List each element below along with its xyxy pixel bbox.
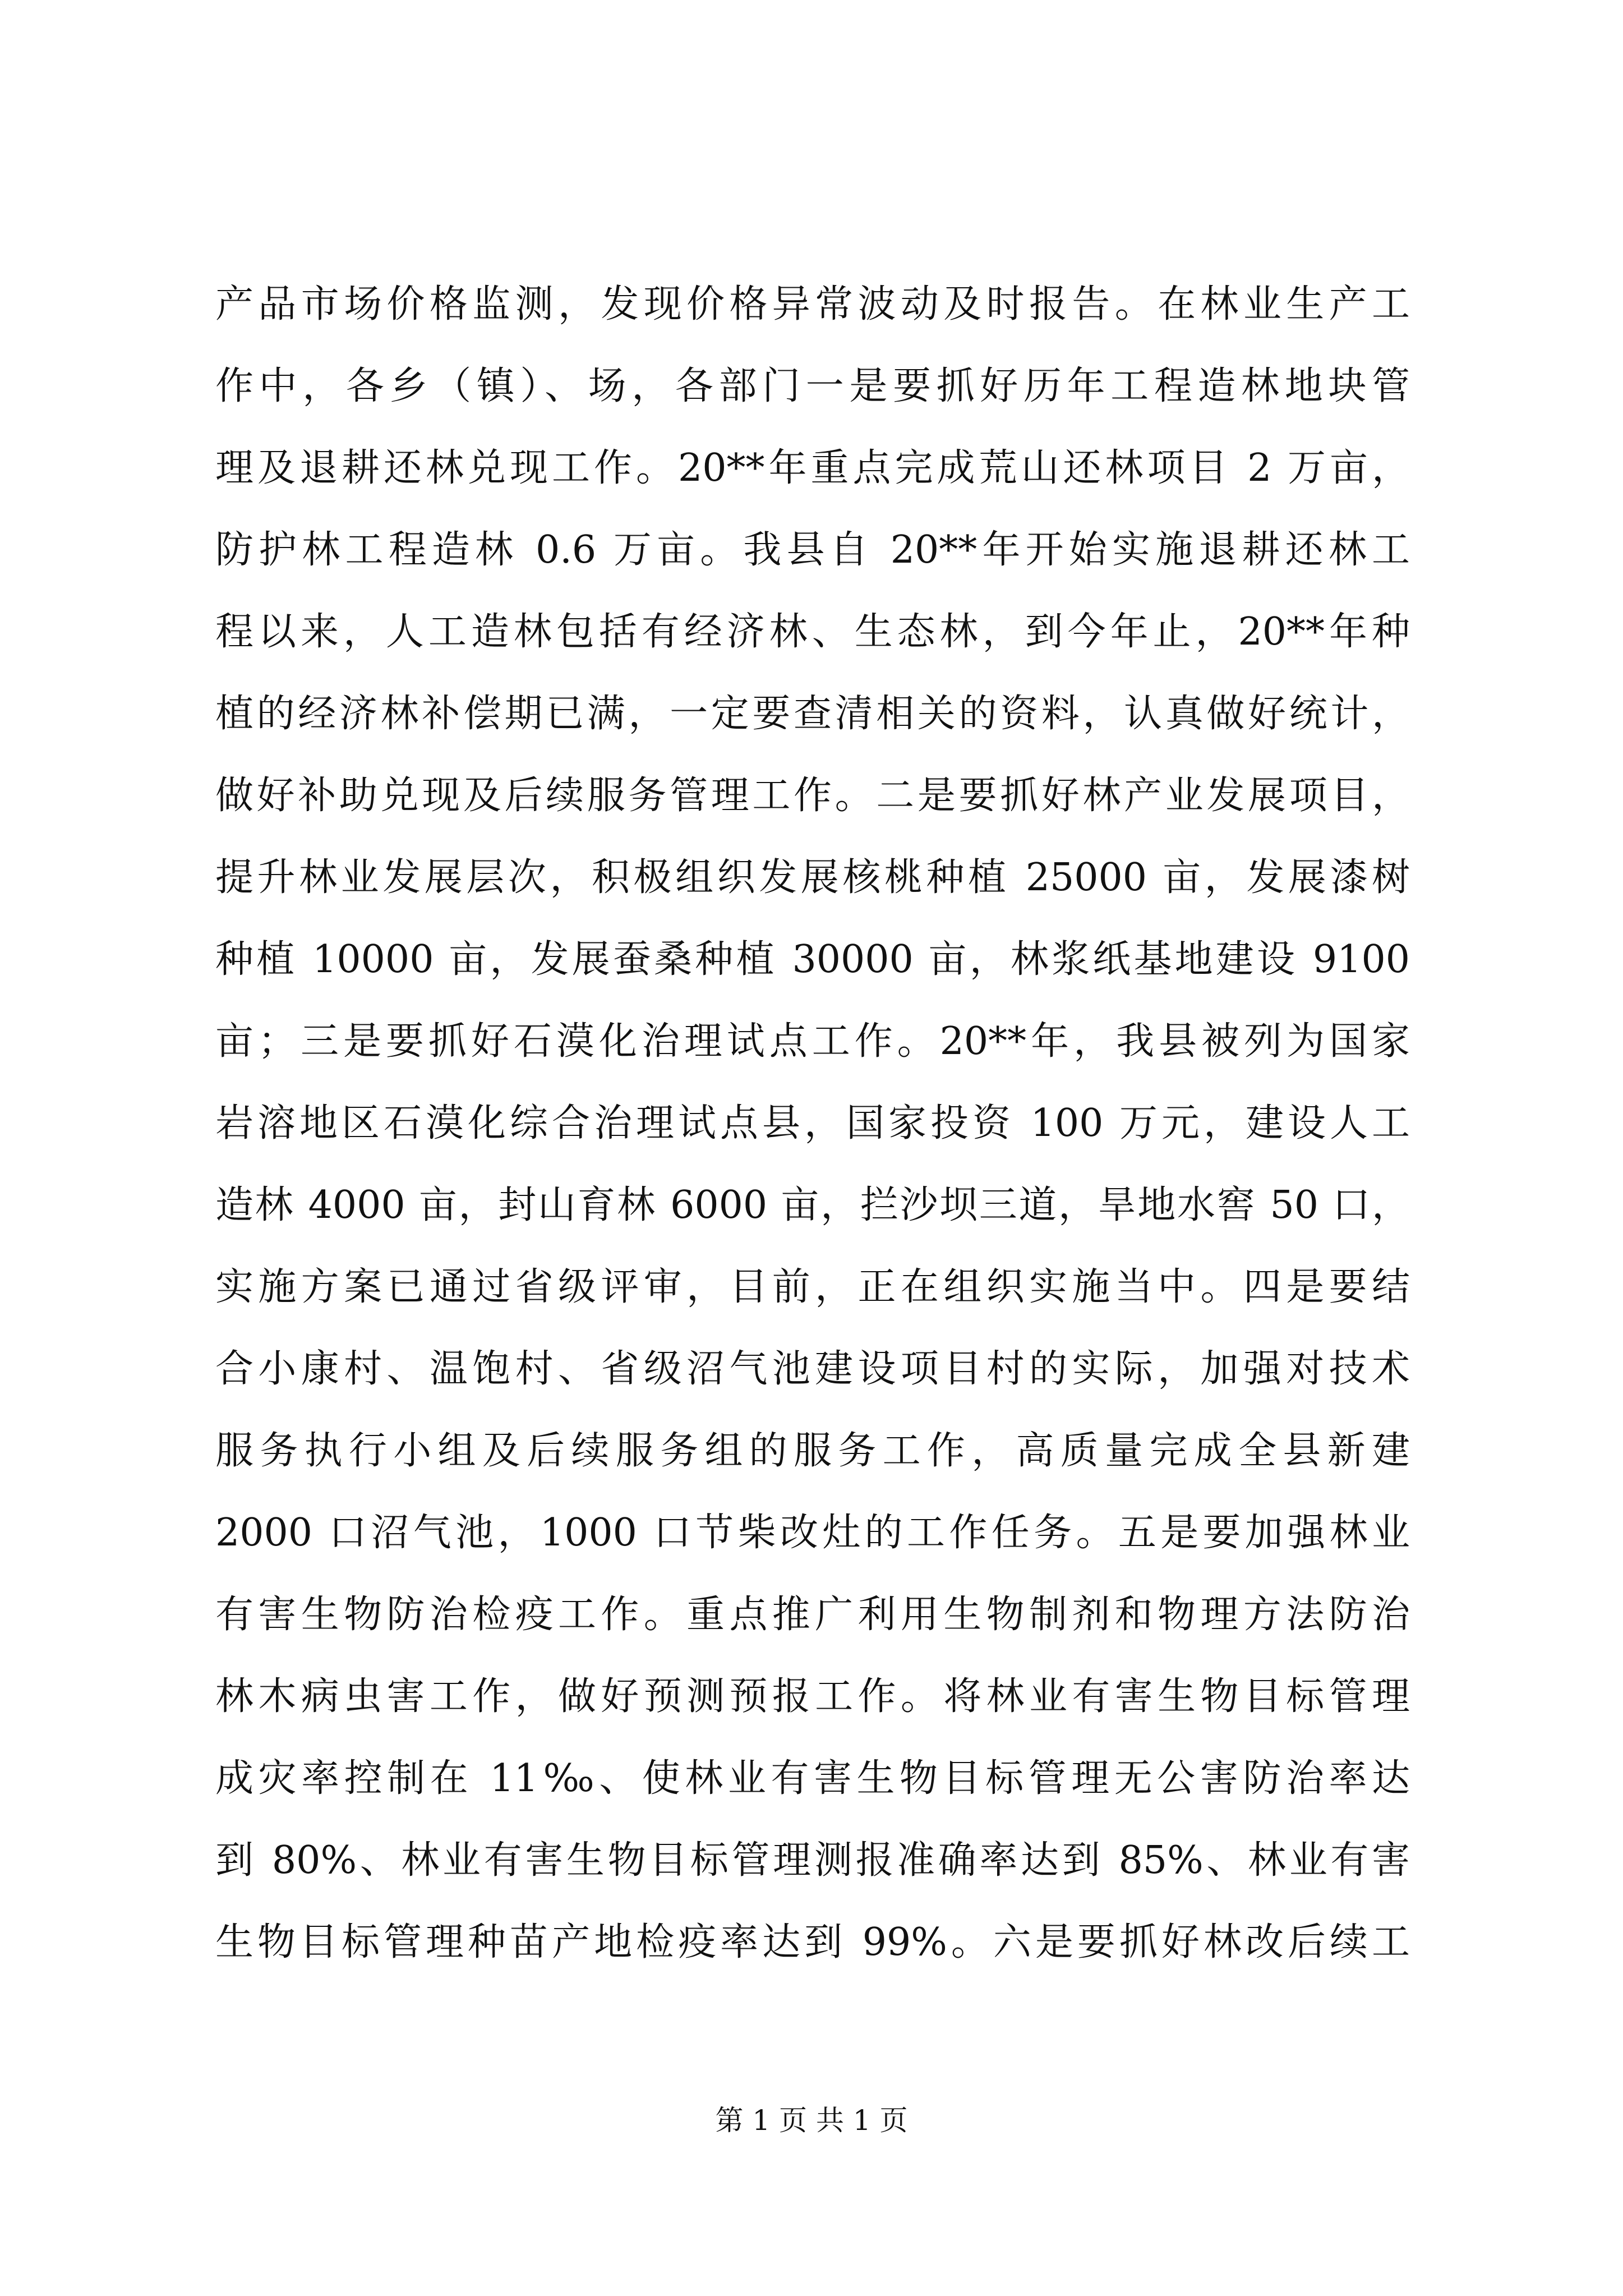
text-line: 理及退耕还林兑现工作。20**年重点完成荒山还林项目 2 万亩， bbox=[215, 446, 1410, 490]
text-line: 植的经济林补偿期已满，一定要查清相关的资料，认真做好统计， bbox=[215, 692, 1410, 736]
text-line: 产品市场价格监测，发现价格异常波动及时报告。在林业生产工 bbox=[215, 282, 1410, 326]
text-line: 实施方案已通过省级评审，目前，正在组织实施当中。四是要结 bbox=[215, 1265, 1410, 1309]
text-line: 岩溶地区石漠化综合治理试点县，国家投资 100 万元，建设人工 bbox=[215, 1101, 1410, 1145]
text-line: 防护林工程造林 0.6 万亩。我县自 20**年开始实施退耕还林工 bbox=[215, 528, 1410, 572]
text-line: 程以来，人工造林包括有经济林、生态林，到今年止，20**年种 bbox=[215, 610, 1410, 654]
text-line: 生物目标管理种苗产地检疫率达到 99%。六是要抓好林改后续工 bbox=[215, 1920, 1410, 1964]
text-line: 到 80%、林业有害生物目标管理测报准确率达到 85%、林业有害 bbox=[215, 1838, 1410, 1883]
page-footer bbox=[0, 2101, 1623, 2140]
text-line: 成灾率控制在 11‰、使林业有害生物目标管理无公害防治率达 bbox=[215, 1756, 1410, 1801]
text-line: 林木病虫害工作，做好预测预报工作。将林业有害生物目标管理 bbox=[215, 1674, 1410, 1719]
body-text bbox=[215, 264, 1410, 1984]
text-line: 种植 10000 亩，发展蚕桑种植 30000 亩，林浆纸基地建设 9100 bbox=[215, 937, 1410, 982]
text-line: 合小康村、温饱村、省级沼气池建设项目村的实际，加强对技术 bbox=[215, 1347, 1410, 1391]
text-line: 作中，各乡（镇）、场，各部门一是要抓好历年工程造林地块管 bbox=[215, 364, 1410, 408]
text-line: 2000 口沼气池，1000 口节柴改灶的工作任务。五是要加强林业 bbox=[215, 1511, 1410, 1555]
text-line: 造林 4000 亩，封山育林 6000 亩，拦沙坝三道，旱地水窖 50 口， bbox=[215, 1183, 1410, 1227]
text-line: 提升林业发展层次，积极组织发展核桃种植 25000 亩，发展漆树 bbox=[215, 855, 1410, 900]
text-line: 服务执行小组及后续服务组的服务工作，高质量完成全县新建 bbox=[215, 1429, 1410, 1473]
page-number-label: 第 1 页 共 1 页 bbox=[715, 2104, 908, 2137]
text-line: 有害生物防治检疫工作。重点推广利用生物制剂和物理方法防治 bbox=[215, 1593, 1410, 1637]
text-line: 做好补助兑现及后续服务管理工作。二是要抓好林产业发展项目， bbox=[215, 774, 1410, 818]
text-line: 亩；三是要抓好石漠化治理试点工作。20**年，我县被列为国家 bbox=[215, 1019, 1410, 1064]
